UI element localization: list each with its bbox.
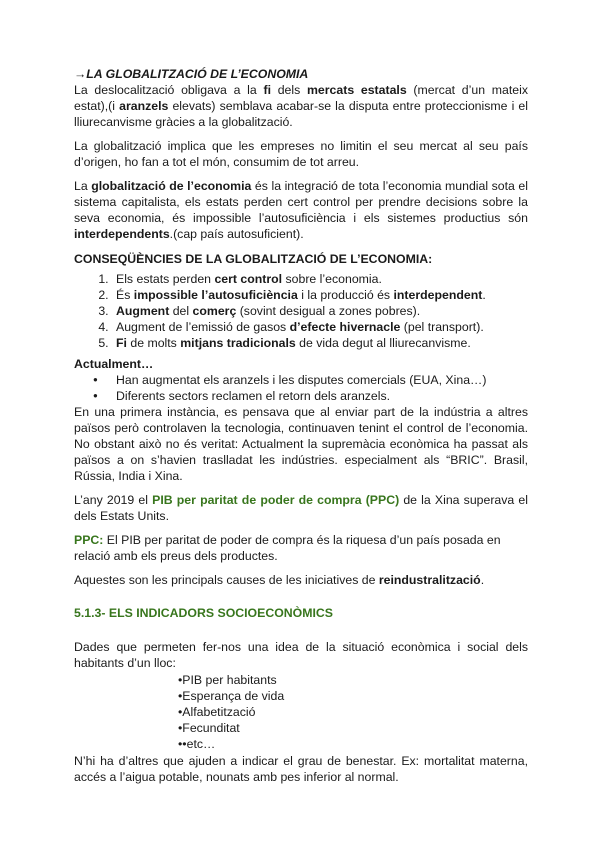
bold-term: fi [263, 83, 271, 97]
section-heading: 5.1.3- ELS INDICADORS SOCIOECONÒMICS [74, 606, 333, 620]
text-run: .(cap país autosuficient). [169, 227, 304, 241]
list-item: 4. Augment de l’emissió de gasos d’efecte hivernacle (pel transport). [112, 319, 528, 335]
indicators-list [178, 672, 528, 752]
paragraph-reindustrialization [74, 572, 528, 588]
text-run: de la Xina superava el dels Estats Units. [74, 493, 528, 523]
document-title: →LA GLOBALITZACIÓ DE L’ECONOMIA [74, 67, 309, 81]
paragraph-wellbeing: N’hi ha d’altres que ajuden a indicar el grau de benestar. Ex: mortalitat materna, accés a l’aigua potable, nounats amb pes inferior al normal. [74, 754, 528, 784]
paragraph-ppc-2019 [74, 492, 528, 524]
actualment-list [74, 372, 528, 404]
list-item: •Fecunditat [178, 721, 240, 735]
bold-term: mercats estatals [306, 83, 407, 97]
list-item: 1. Els estats perden cert control sobre l’economia. [112, 271, 528, 287]
list-item: •Alfabetització [178, 705, 256, 719]
highlight-term: PPC: [74, 533, 104, 547]
list-item: ● Han augmentat els aranzels i les disputes comercials (EUA, Xina…) [112, 372, 528, 388]
consequences-list [74, 271, 528, 351]
document-page [74, 66, 528, 785]
paragraph-globalization: La globalització implica que les empreses no limitin el seu mercat al seu país d’origen, ho fan a tot el món, consumim de tot arreu. [74, 139, 528, 169]
list-item: ••etc… [178, 737, 216, 751]
list-item: 5. Fi de molts mitjans tradicionals de vida degut al lliurecanvisme. [112, 335, 528, 351]
paragraph-delocalization [74, 82, 528, 130]
text-run: La [74, 179, 92, 193]
text-run: Aquestes son les principals causes de les iniciatives de [74, 573, 379, 587]
list-item: 2. És impossible l’autosuficiència i la producció és interdependent. [112, 287, 528, 303]
text-run: . [480, 573, 485, 587]
bold-term: interdependents [74, 227, 170, 241]
text-run: elevats) semblava acabar-se la disputa entre proteccionisme i el lliurecanvisme gràcies a la globalització. [74, 99, 528, 129]
highlight-term: PIB per paritat de poder de compra (PPC) [152, 493, 400, 507]
bold-term: aranzels [119, 99, 169, 113]
text-run: és la integració de tota l’economia mundial sota el sistema capitalista, els estats perden cert control per prendre decisions sobre la seva economia, és impossible l’autosuficiència i els sistemes productius són [74, 179, 529, 225]
consequences-heading: CONSEQÜÈNCIES DE LA GLOBALITZACIÓ DE L’ECONOMIA: [74, 252, 433, 266]
bold-term: reindustralització [378, 573, 481, 587]
text-run: dels [270, 83, 307, 97]
paragraph-bric: En una primera instància, es pensava que al enviar part de la indústria a altres països però controlaven la tecnologia, continuaven tenint el control de l’economia. No obstant això no és veritat: Actualment la supremàcia econòmica ha passat als països a on s’havien traslladat les indústries. especialment als “BRIC”. Brasil, Rússia, India i Xina. [74, 405, 528, 483]
list-item: 3. Augment del comerç (sovint desigual a zones pobres). [112, 303, 528, 319]
text-run: (mercat d’un mateix estat),(i [74, 83, 528, 113]
list-item: ● Diferents sectors reclamen el retorn dels aranzels. [112, 388, 528, 404]
paragraph-ppc-definition [74, 532, 528, 564]
text-run: L’any 2019 el [74, 493, 153, 507]
bold-term: globalització de l’economia [91, 179, 252, 193]
actualment-heading: Actualment… [74, 357, 154, 371]
paragraph-indicators-intro: Dades que permeten fer-nos una idea de la situació econòmica i social dels habitants d’un lloc: [74, 640, 528, 670]
text-run: La deslocalització obligava a la [74, 83, 264, 97]
paragraph-definition [74, 178, 528, 242]
list-item: •Esperança de vida [178, 689, 285, 703]
text-run: El PIB per paritat de poder de compra és la riquesa d’un país posada en relació amb els preus dels productes. [74, 533, 501, 563]
list-item: •PIB per habitants [178, 673, 277, 687]
